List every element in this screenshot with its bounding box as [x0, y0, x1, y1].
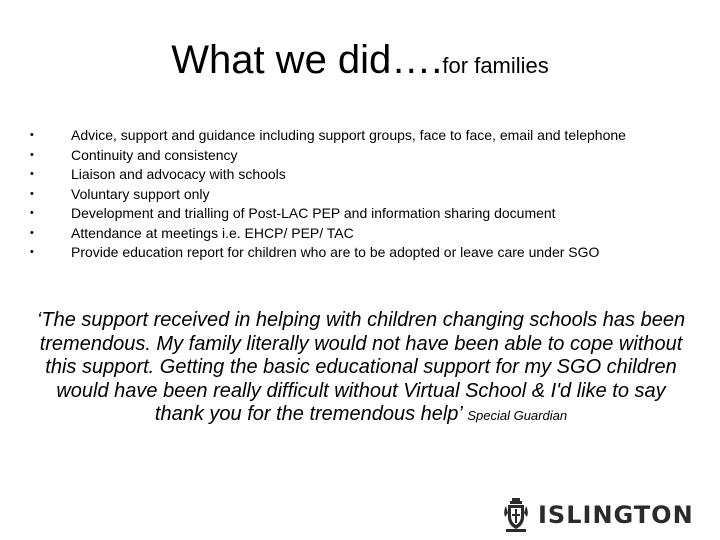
- bullet-text: Continuity and consistency: [71, 146, 238, 163]
- bullet-text: Provide education report for children who are to be adopted or leave care under SGO: [71, 244, 600, 260]
- bullet-icon: •: [30, 168, 34, 180]
- bullet-icon: •: [30, 187, 34, 200]
- title-subtitle: for families: [442, 53, 549, 78]
- logo-wordmark: ISLINGTON: [538, 501, 694, 529]
- bullet-item: [26, 243, 676, 263]
- bullet-icon: •: [30, 226, 34, 239]
- bullet-item: [26, 204, 676, 224]
- bullet-text: Advice, support and guidance including support groups, face to face, email and telephone: [71, 127, 626, 143]
- bullet-icon: •: [30, 129, 34, 141]
- quote-text: ‘The support received in helping with children changing schools has been tremendous. My family literally would not have been able to cope without this support. Getting the basic educational support for my SGO children would have been really difficult without Virtual School & I'd like to say thank you for the tremendous help’: [36, 309, 686, 425]
- bullet-item: [26, 126, 676, 146]
- bullet-icon: •: [30, 246, 34, 258]
- bullet-item: [26, 224, 676, 244]
- bullet-item: [26, 185, 676, 205]
- bullet-text: Liaison and advocacy with schools: [71, 166, 286, 182]
- title-main: What we did….: [171, 38, 443, 82]
- islington-crest-icon: [503, 497, 529, 533]
- bullet-text: Development and trialling of Post-LAC PEP and information sharing document: [71, 205, 556, 221]
- bullet-icon: •: [30, 148, 34, 161]
- testimonial-quote: [36, 309, 686, 428]
- bullet-text: Voluntary support only: [71, 185, 210, 202]
- quote-attribution: Special Guardian: [467, 408, 568, 423]
- islington-logo: [503, 495, 694, 535]
- bullet-item: [26, 165, 676, 185]
- bullet-item: [26, 146, 676, 166]
- bullet-list: [26, 126, 676, 263]
- slide-title: [0, 40, 720, 80]
- bullet-icon: •: [30, 207, 34, 219]
- bullet-text: Attendance at meetings i.e. EHCP/ PEP/ TAC: [71, 224, 354, 241]
